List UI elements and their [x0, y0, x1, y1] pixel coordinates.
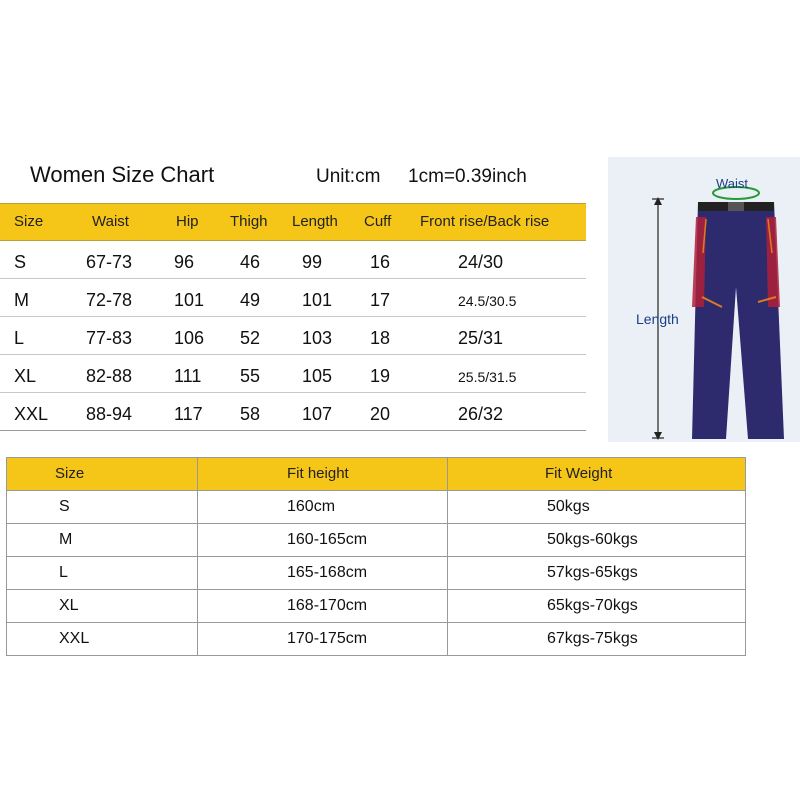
- length-label: Length: [636, 311, 679, 327]
- size-table-cell: L: [14, 328, 25, 348]
- fit-table-cell: S: [59, 498, 70, 515]
- size-table-row: [0, 393, 586, 431]
- fit-table-cell: 170-175cm: [287, 630, 368, 647]
- col-hip: Hip: [176, 213, 199, 230]
- size-table-cell: 26/32: [458, 404, 504, 424]
- fit-table-cell: L: [59, 564, 68, 581]
- size-table-cell: XL: [14, 366, 37, 386]
- col-rise: Front rise/Back rise: [420, 213, 550, 230]
- size-table-cell: 105: [302, 366, 333, 386]
- size-table-cell: 107: [302, 404, 333, 424]
- size-table-cell: 55: [240, 366, 261, 386]
- size-table-cell: 101: [174, 290, 205, 310]
- size-table-cell: 20: [370, 404, 391, 424]
- page-title: Women Size Chart: [30, 162, 215, 187]
- fit-table-row: [7, 623, 745, 656]
- size-table-row: [0, 317, 586, 355]
- size-table-cell: 67-73: [86, 252, 133, 272]
- size-table-row: [0, 355, 586, 393]
- fit-table-cell: 50kgs: [547, 498, 590, 515]
- fit-table-cell: 165-168cm: [287, 564, 368, 581]
- size-table-cell: 49: [240, 290, 261, 310]
- col-cuff: Cuff: [364, 213, 392, 230]
- size-table-cell: 96: [174, 252, 195, 272]
- waist-label: Waist: [716, 176, 749, 191]
- pants-diagram: [608, 157, 800, 442]
- col-fit-size: Size: [55, 465, 85, 482]
- fit-table-header: [7, 458, 745, 491]
- size-table-cell: 24/30: [458, 252, 504, 272]
- fit-table-cell: 160-165cm: [287, 531, 368, 548]
- size-table-cell: 25.5/31.5: [458, 369, 517, 385]
- size-table-cell: 99: [302, 252, 323, 272]
- col-length: Length: [292, 213, 338, 230]
- fit-table-cell: 168-170cm: [287, 597, 368, 614]
- fit-table-row: [7, 590, 745, 623]
- pants-illustration: [608, 157, 800, 442]
- fit-table-cell: XXL: [59, 630, 90, 647]
- size-table-cell: 58: [240, 404, 261, 424]
- fit-table-row: [7, 557, 745, 590]
- fit-table-row: [7, 524, 745, 557]
- size-table-cell: 106: [174, 328, 205, 348]
- size-table-cell: 117: [174, 404, 203, 424]
- fit-table-cell: 57kgs-65kgs: [547, 564, 638, 581]
- size-table-cell: 88-94: [86, 404, 133, 424]
- fit-table-cell: XL: [59, 597, 79, 614]
- size-table-cell: 72-78: [86, 290, 133, 310]
- size-table-cell: 46: [240, 252, 261, 272]
- size-table-cell: 101: [302, 290, 333, 310]
- size-table-cell: M: [14, 290, 29, 310]
- conversion-label: 1cm=0.39inch: [408, 166, 527, 187]
- size-table-cell: 77-83: [86, 328, 133, 348]
- col-waist: Waist: [92, 213, 129, 230]
- fit-table-cell: M: [59, 531, 73, 548]
- column-divider: [197, 458, 198, 656]
- size-table-row: [0, 279, 586, 317]
- size-table-row: [0, 241, 586, 279]
- size-table-cell: S: [14, 252, 27, 272]
- fit-table-cell: 65kgs-70kgs: [547, 597, 638, 614]
- size-table-cell: 16: [370, 252, 391, 272]
- fit-table: [6, 457, 746, 656]
- size-table-cell: 82-88: [86, 366, 133, 386]
- size-table-cell: 18: [370, 328, 391, 348]
- col-fit-weight: Fit Weight: [545, 465, 613, 482]
- size-table-header: [0, 203, 586, 241]
- col-fit-height: Fit height: [287, 465, 349, 482]
- unit-label: Unit:cm: [316, 166, 381, 187]
- fit-table-cell: 50kgs-60kgs: [547, 531, 638, 548]
- size-table-cell: 17: [370, 290, 391, 310]
- col-thigh: Thigh: [230, 213, 268, 230]
- size-table-cell: XXL: [14, 404, 49, 424]
- fit-table-cell: 67kgs-75kgs: [547, 630, 638, 647]
- size-table-cell: 52: [240, 328, 261, 348]
- fit-table-cell: 160cm: [287, 498, 336, 515]
- size-table-cell: 19: [370, 366, 391, 386]
- size-table-cell: 111: [174, 366, 202, 386]
- column-divider: [447, 458, 448, 656]
- col-size: Size: [14, 213, 44, 230]
- size-table-cell: 24.5/30.5: [458, 293, 517, 309]
- fit-table-row: [7, 491, 745, 524]
- size-table: [0, 203, 586, 431]
- size-table-cell: 103: [302, 328, 333, 348]
- size-table-cell: 25/31: [458, 328, 504, 348]
